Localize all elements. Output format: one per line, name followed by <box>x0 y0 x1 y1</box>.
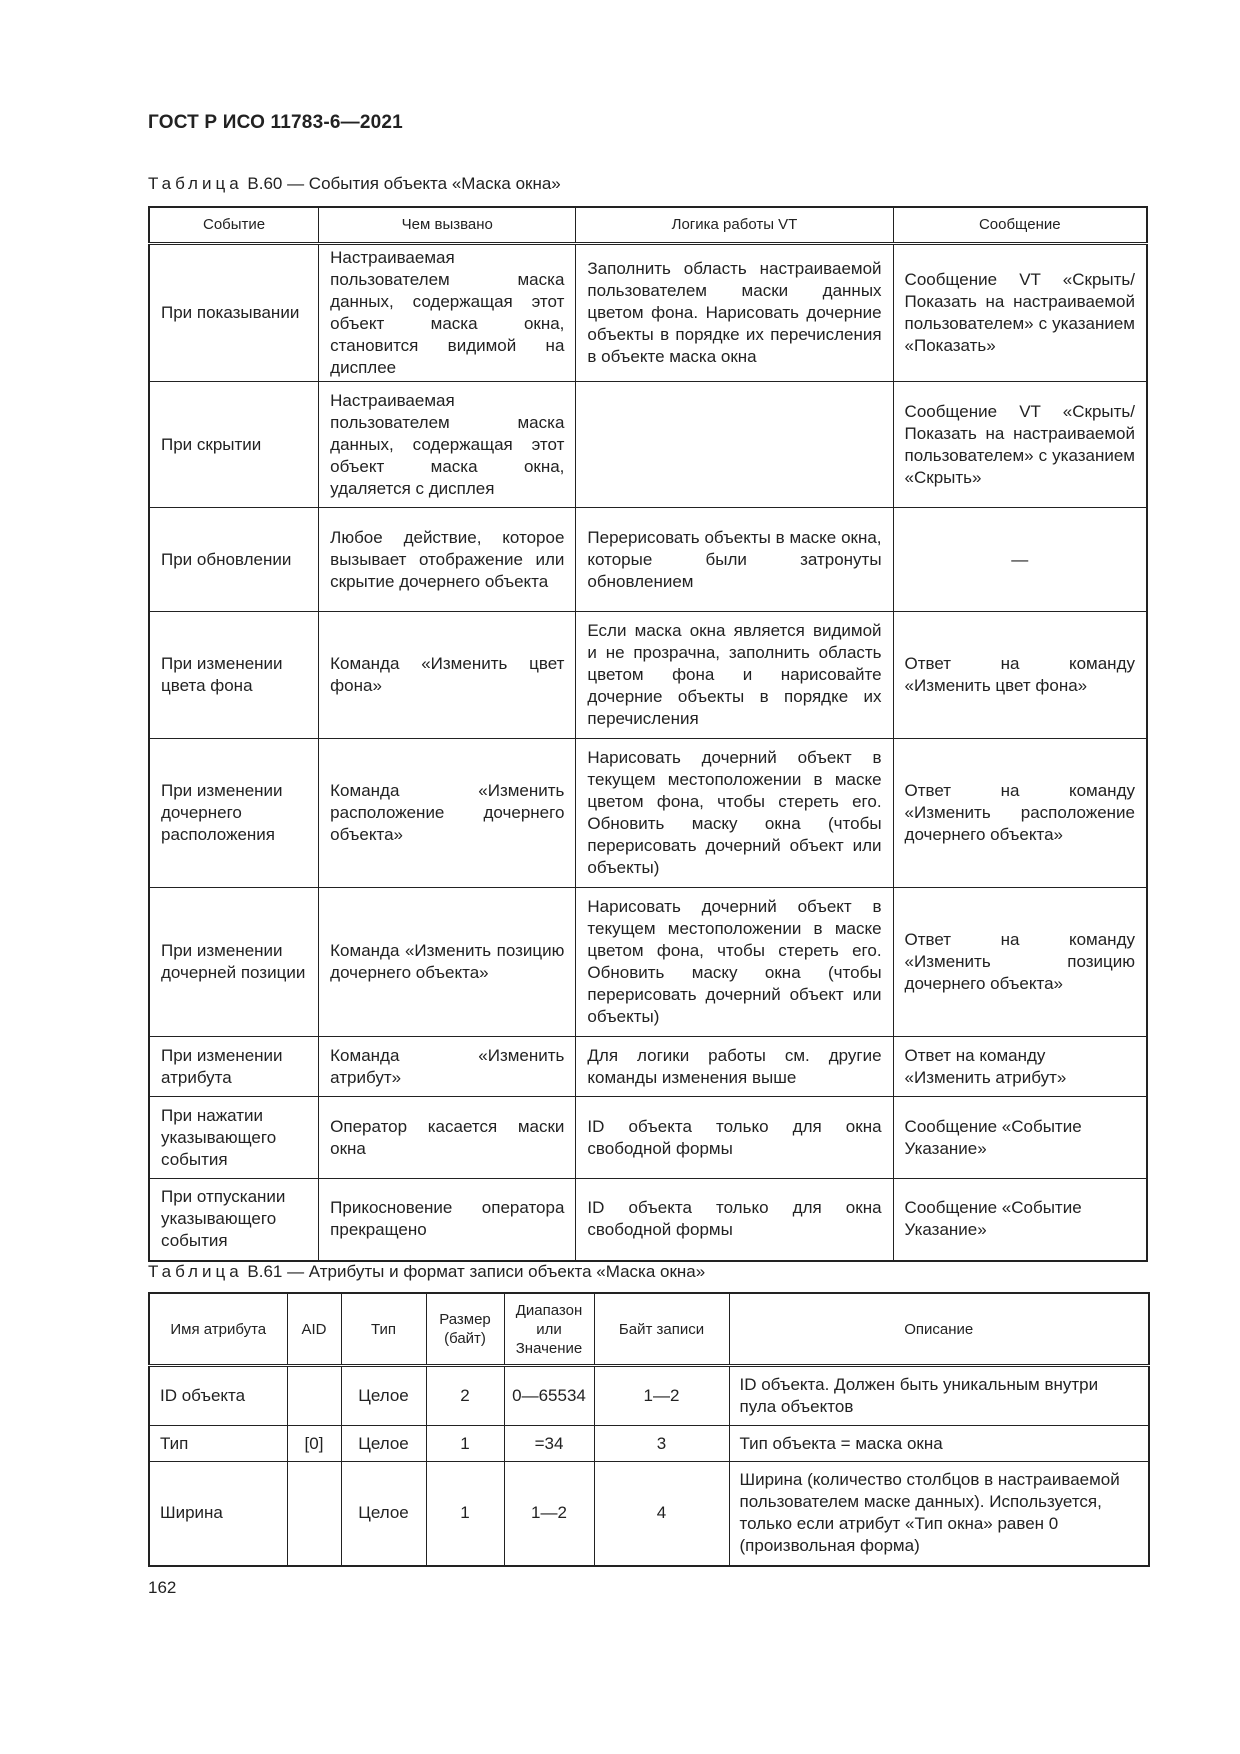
attr-name-cell: ID объекта <box>149 1366 287 1426</box>
message-cell: Сообщение VT «Скрыть/Показать на настраиваемой пользователем» с указанием «Скрыть» <box>893 382 1147 508</box>
column-header: Тип <box>341 1293 426 1366</box>
caption-text: В.61 — Атрибуты и формат записи объекта «Маска окна» <box>247 1262 706 1281</box>
logic-cell <box>576 382 893 508</box>
column-header: Имя атрибута <box>149 1293 287 1366</box>
caption-word: Таблица <box>148 174 243 193</box>
table-row <box>149 382 1147 508</box>
cause-cell: Любое действие, которое вызывает отображение или скрытие дочернего объекта <box>319 508 576 612</box>
size-cell: 1 <box>426 1462 504 1566</box>
message-cell: Сообщение «Событие Указание» <box>893 1179 1147 1261</box>
column-header: Диапазон или Значение <box>504 1293 594 1366</box>
table-61-caption <box>148 1262 705 1282</box>
message-cell: Ответ на команду «Изменить расположение дочернего объекта» <box>893 739 1147 888</box>
logic-cell: ID объекта только для окна свободной формы <box>576 1097 893 1179</box>
event-cell: При отпускании указывающего события <box>149 1179 319 1261</box>
attributes-table <box>148 1292 1150 1567</box>
column-header: AID <box>287 1293 341 1366</box>
column-header: Событие <box>149 207 319 244</box>
logic-cell: Нарисовать дочерний объект в текущем местоположении в маске цветом фона, чтобы стереть его. Обновить маску окна (чтобы перерисовать дочерний объект или объекты) <box>576 739 893 888</box>
table-row <box>149 1037 1147 1097</box>
cause-cell: Команда «Изменить цвет фона» <box>319 612 576 739</box>
logic-cell: Для логики работы см. другие команды изменения выше <box>576 1037 893 1097</box>
range-cell: 1—2 <box>504 1462 594 1566</box>
aid-cell <box>287 1366 341 1426</box>
table-row <box>149 888 1147 1037</box>
description-cell: ID объекта. Должен быть уникальным внутри пула объектов <box>729 1366 1149 1426</box>
caption-text: В.60 — События объекта «Маска окна» <box>247 174 561 193</box>
table-row <box>149 1366 1149 1426</box>
table-header-row <box>149 207 1147 244</box>
table-row <box>149 739 1147 888</box>
cause-cell: Оператор касается маски окна <box>319 1097 576 1179</box>
event-cell: При изменении дочернего расположения <box>149 739 319 888</box>
message-cell: Ответ на команду «Изменить позицию дочернего объекта» <box>893 888 1147 1037</box>
record-bytes-cell: 1—2 <box>594 1366 729 1426</box>
type-cell: Целое <box>341 1366 426 1426</box>
logic-cell: ID объекта только для окна свободной формы <box>576 1179 893 1261</box>
event-cell: При обновлении <box>149 508 319 612</box>
message-cell: Ответ на команду «Изменить цвет фона» <box>893 612 1147 739</box>
aid-cell <box>287 1462 341 1566</box>
table-row <box>149 244 1147 382</box>
table-row <box>149 1179 1147 1261</box>
table-header-row <box>149 1293 1149 1366</box>
logic-cell: Перерисовать объекты в маске окна, которые были затронуты обновлением <box>576 508 893 612</box>
size-cell: 2 <box>426 1366 504 1426</box>
type-cell: Целое <box>341 1462 426 1566</box>
column-header: Размер (байт) <box>426 1293 504 1366</box>
column-header: Байт записи <box>594 1293 729 1366</box>
range-cell: =34 <box>504 1426 594 1462</box>
cause-cell: Настраиваемая пользователем маска данных, содержащая этот объект маска окна, становится видимой на дисплее <box>319 244 576 382</box>
column-header: Описание <box>729 1293 1149 1366</box>
table-row <box>149 612 1147 739</box>
event-cell: При изменении цвета фона <box>149 612 319 739</box>
attr-name-cell: Тип <box>149 1426 287 1462</box>
table-row <box>149 1426 1149 1462</box>
description-cell: Ширина (количество столбцов в настраиваемой пользователем маске данных). Используется, только если атрибут «Тип окна» равен 0 (произвольная форма) <box>729 1462 1149 1566</box>
size-cell: 1 <box>426 1426 504 1462</box>
events-table <box>148 206 1148 1262</box>
table-row <box>149 1097 1147 1179</box>
attr-name-cell: Ширина <box>149 1462 287 1566</box>
aid-cell: [0] <box>287 1426 341 1462</box>
message-cell: — <box>893 508 1147 612</box>
message-cell: Сообщение «Событие Указание» <box>893 1097 1147 1179</box>
logic-cell: Заполнить область настраиваемой пользователем маски данных цветом фона. Нарисовать дочерние объекты в порядке их перечисления в объекте маска окна <box>576 244 893 382</box>
document-code: ГОСТ Р ИСО 11783-6—2021 <box>148 112 403 133</box>
message-cell: Сообщение VT «Скрыть/Показать на настраиваемой пользователем» с указанием «Показать» <box>893 244 1147 382</box>
column-header: Логика работы VT <box>576 207 893 244</box>
description-cell: Тип объекта = маска окна <box>729 1426 1149 1462</box>
cause-cell: Команда «Изменить позицию дочернего объекта» <box>319 888 576 1037</box>
event-cell: При изменении дочерней позиции <box>149 888 319 1037</box>
record-bytes-cell: 3 <box>594 1426 729 1462</box>
event-cell: При изменении атрибута <box>149 1037 319 1097</box>
logic-cell: Если маска окна является видимой и не прозрачна, заполнить область цветом фона и нарисовайте дочерние объекты в порядке их перечисления <box>576 612 893 739</box>
event-cell: При нажатии указывающего события <box>149 1097 319 1179</box>
table-row <box>149 508 1147 612</box>
logic-cell: Нарисовать дочерний объект в текущем местоположении в маске цветом фона, чтобы стереть его. Обновить маску окна (чтобы перерисовать дочерний объект или объекты) <box>576 888 893 1037</box>
caption-word: Таблица <box>148 1262 243 1281</box>
event-cell: При скрытии <box>149 382 319 508</box>
event-cell: При показывании <box>149 244 319 382</box>
table-60-caption <box>148 174 561 194</box>
type-cell: Целое <box>341 1426 426 1462</box>
column-header: Чем вызвано <box>319 207 576 244</box>
table-row <box>149 1462 1149 1566</box>
cause-cell: Настраиваемая пользователем маска данных, содержащая этот объект маска окна, удаляется с дисплея <box>319 382 576 508</box>
record-bytes-cell: 4 <box>594 1462 729 1566</box>
cause-cell: Команда «Изменить расположение дочернего объекта» <box>319 739 576 888</box>
cause-cell: Прикосновение оператора прекращено <box>319 1179 576 1261</box>
page-number: 162 <box>148 1578 177 1597</box>
cause-cell: Команда «Изменить атрибут» <box>319 1037 576 1097</box>
message-cell: Ответ на команду «Изменить атрибут» <box>893 1037 1147 1097</box>
column-header: Сообщение <box>893 207 1147 244</box>
range-cell: 0—65534 <box>504 1366 594 1426</box>
